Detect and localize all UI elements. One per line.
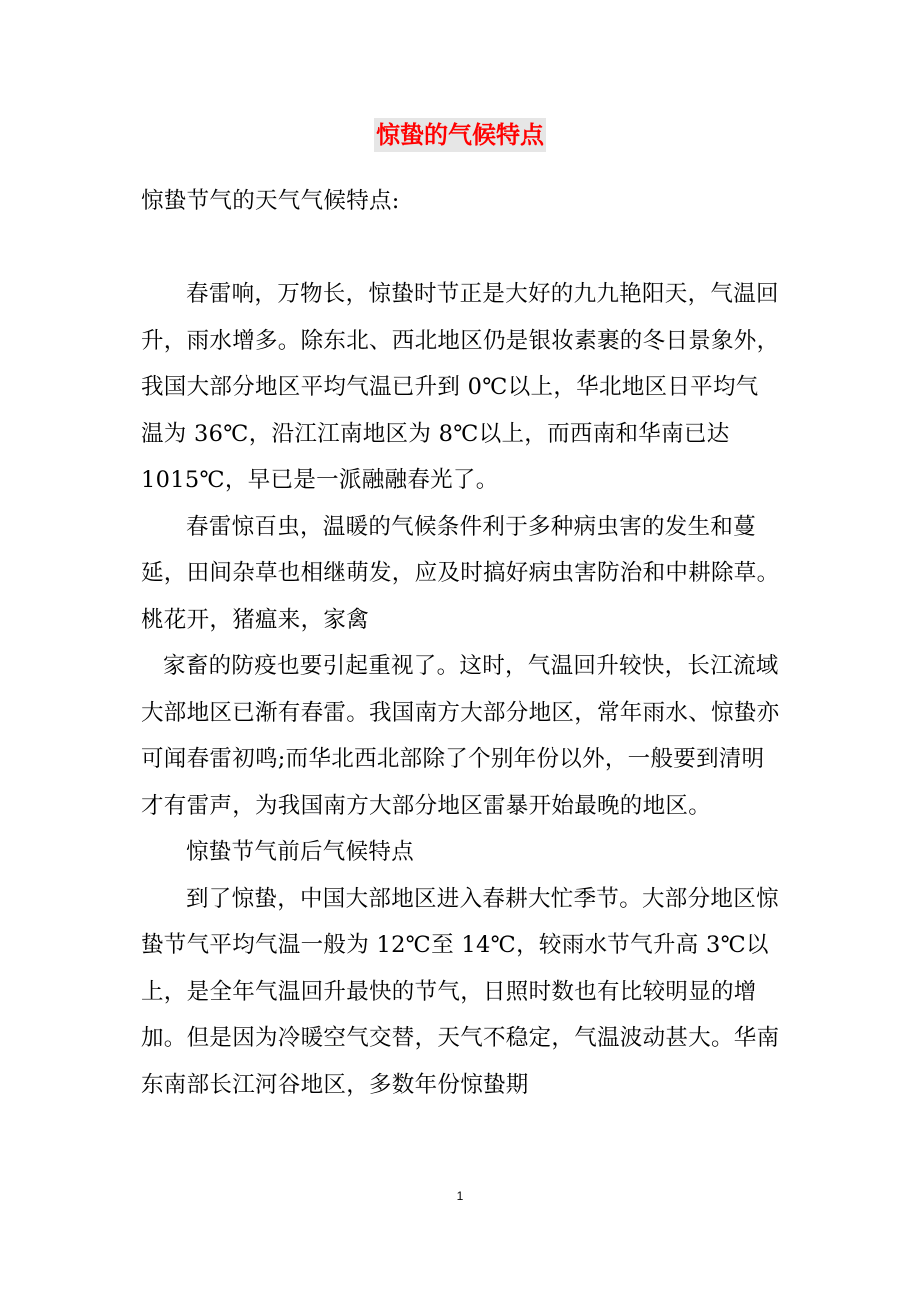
- document-body: [141, 178, 781, 1108]
- title-container: [0, 118, 920, 152]
- paragraph: 春雷惊百虫，温暖的气候条件利于多种病虫害的发生和蔓延，田间杂草也相继萌发，应及时搞好病虫害防治和中耕除草。桃花开，猪瘟来，家禽: [141, 513, 780, 633]
- paragraph: 家畜的防疫也要引起重视了。这时，气温回升较快，长江流域大部地区已渐有春雷。我国南方大部分地区，常年雨水、惊蛰亦可闻春雷初鸣;而华北西北部除了个别年份以外，一般要到清明才有雷声，为我国南方大部分地区雷暴开始最晚的地区。: [141, 653, 780, 819]
- paragraph: 到了惊蛰，中国大部地区进入春耕大忙季节。大部分地区惊蛰节气平均气温一般为 12℃至 14℃，较雨水节气升高 3℃以上，是全年气温回升最快的节气，日照时数也有比较明显的增加。但是因为冷暖空气交替，天气不稳定，气温波动甚大。华南东南部长江河谷地区，多数年份惊蛰期: [141, 885, 780, 1098]
- section-heading: 惊蛰节气前后气候特点: [186, 839, 415, 865]
- page-number: 1: [456, 1189, 464, 1203]
- document-title: 惊蛰的气候特点: [374, 118, 546, 152]
- paragraph: 春雷响，万物长，惊蛰时节正是大好的九九艳阳天，气温回升，雨水增多。除东北、西北地区仍是银妆素裹的冬日景象外，我国大部分地区平均气温已升到 0℃以上，华北地区日平均气温为 36℃，沿江江南地区为 8℃以上，而西南和华南已达 1015℃，早已是一派融融春光了。: [141, 281, 780, 493]
- paragraph-intro: 惊蛰节气的天气气候特点:: [141, 188, 400, 214]
